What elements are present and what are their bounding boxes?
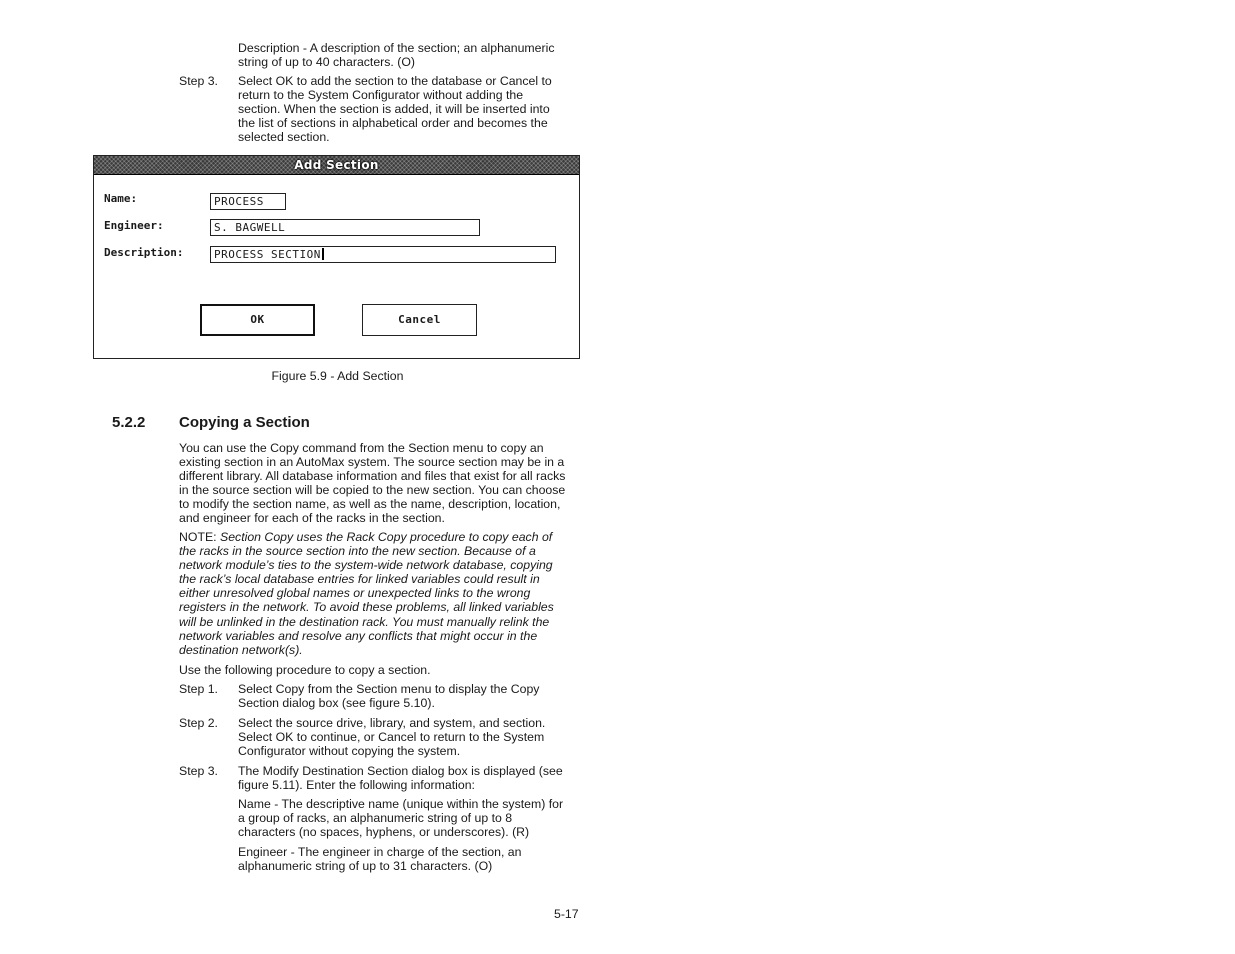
dialog-title: Add Section [294, 158, 379, 172]
ok-button[interactable]: OK [200, 304, 315, 336]
engineer-value: S. BAGWELL [214, 221, 286, 234]
description-item: Description - A description of the section; an alphanumeric string of up to 40 characters. (O) [238, 41, 555, 70]
name-value: PROCESS [214, 195, 264, 208]
intro-paragraph: You can use the Copy command from the Section menu to copy an existing section in an AutoMax system. The source section may be in a different library. All database information and files that exist for all racks in the source section will be copied to the new section. You can choose to modify the section name, as well as the name, description, location, and engineer for each of the racks in the section. [179, 441, 566, 526]
page-number: 5-17 [554, 907, 579, 921]
note-label: NOTE: [179, 530, 217, 544]
step-text: Select OK to add the section to the database or Cancel to return to the System Configurator without adding the section. When the section is added, it will be inserted into the list of sections in alphabetical order and becomes the selected section. [238, 74, 552, 145]
note-paragraph [179, 530, 571, 657]
step-label: Step 2. [179, 716, 218, 730]
dialog-titlebar [94, 156, 579, 175]
description-field[interactable] [210, 246, 556, 263]
name-item: Name - The descriptive name (unique within the system) for a group of racks, an alphanumeric string of up to 8 characters (no spaces, hyphens, or underscores). (R) [238, 797, 564, 840]
description-label: Description: [104, 246, 184, 259]
step-text: The Modify Destination Section dialog box is displayed (see figure 5.11). Enter the following information: [238, 764, 563, 793]
step-text: Select Copy from the Section menu to display the Copy Section dialog box (see figure 5.10). [238, 682, 540, 711]
name-field[interactable] [210, 193, 286, 210]
engineer-field[interactable] [210, 219, 480, 236]
cancel-button[interactable]: Cancel [362, 304, 477, 336]
engineer-label: Engineer: [104, 219, 164, 232]
name-label: Name: [104, 192, 138, 205]
figure-caption: Figure 5.9 - Add Section [271, 369, 404, 383]
section-number: 5.2.2 [112, 414, 146, 431]
text-cursor [322, 248, 324, 260]
step-label: Step 3. [179, 764, 218, 778]
add-section-dialog [93, 155, 580, 359]
description-value: PROCESS SECTION [214, 248, 321, 261]
procedure-intro: Use the following procedure to copy a section. [179, 663, 431, 677]
engineer-item: Engineer - The engineer in charge of the section, an alphanumeric string of up to 31 characters. (O) [238, 845, 522, 874]
note-text: Section Copy uses the Rack Copy procedure to copy each of the racks in the source section into the new section. Because of a network module’s ties to the system-wide network database, copying the rack’s local database entries for linked variables could result in either unresolved global names or unexpected links to the wrong registers in the network. To avoid these problems, all linked variables will be unlinked in the destination rack. You must manually relink the network variables and resolve any conflicts that might occur in the destination network(s). [179, 530, 554, 657]
step-text: Select the source drive, library, and system, and section. Select OK to continue, or Cancel to return to the System Configurator without copying the system. [238, 716, 546, 759]
section-title: Copying a Section [179, 414, 310, 431]
step-label: Step 1. [179, 682, 218, 696]
step-label: Step 3. [179, 74, 218, 88]
